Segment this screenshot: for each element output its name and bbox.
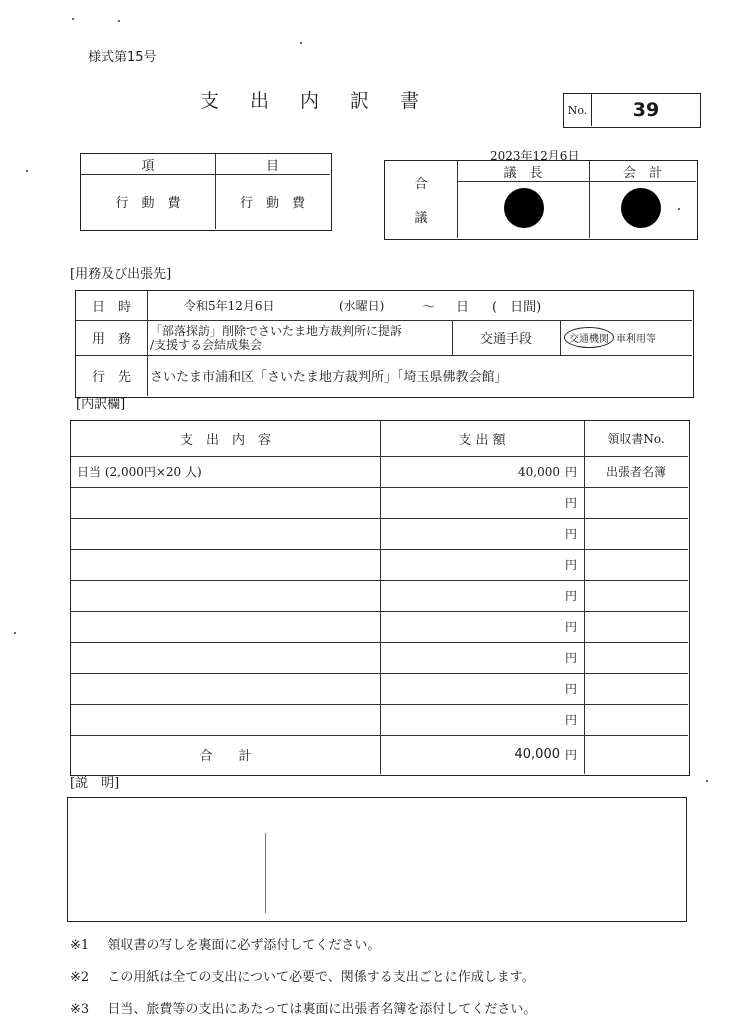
header-amount: 支 出 額 <box>458 433 506 448</box>
approval-box <box>384 160 698 240</box>
note-1-text: 領収書の写しを裏面に必ず添付してください。 <box>107 938 381 953</box>
approval-label-bottom: 議 <box>414 210 428 226</box>
accounting-seal <box>621 188 661 228</box>
explanation-section-label: [説 明] <box>70 776 120 791</box>
form-number: 様式第15号 <box>88 50 157 65</box>
transport-circled: 交通機関 <box>564 327 614 348</box>
purpose-label: 用 務 <box>91 332 131 347</box>
row-yen: 円 <box>564 558 577 572</box>
breakdown-section-label: [内訳欄] <box>76 397 126 412</box>
weekday: (水曜日) <box>339 299 385 313</box>
explanation-box <box>67 797 687 922</box>
total-yen: 円 <box>564 748 577 762</box>
row-yen: 円 <box>564 527 577 541</box>
header-receipt: 領収書No. <box>607 432 665 446</box>
row-amount: 40,000 <box>518 464 560 479</box>
chair-seal <box>504 188 544 228</box>
business-section-label: [用務及び出張先] <box>70 267 172 282</box>
note-2-mark: ※2 <box>70 970 90 985</box>
transport-options <box>564 320 656 355</box>
no-label: No. <box>564 94 592 126</box>
row-receipt: 出張者名簿 <box>605 465 666 479</box>
range-separator: ～ <box>422 300 436 315</box>
transport-label: 交通手段 <box>479 332 532 347</box>
scan-speck <box>72 18 74 20</box>
note-3 <box>70 998 536 1017</box>
destination-label: 行 先 <box>91 370 131 385</box>
document-number-box <box>563 93 701 128</box>
category-header-item: 項 <box>141 158 155 174</box>
document-date: 2023年12月6日 <box>490 149 580 163</box>
row-yen: 円 <box>564 682 577 696</box>
row-yen: 円 <box>564 620 577 634</box>
note-3-text: 日当、旅費等の支出にあたっては裏面に出張者名簿を添付してください。 <box>107 1002 537 1017</box>
destination-value: さいたま市浦和区「さいたま地方裁判所」「埼玉県佛教会館」 <box>150 370 508 385</box>
scan-speck <box>678 208 680 210</box>
total-label: 合 計 <box>199 749 252 764</box>
scan-speck <box>706 780 708 782</box>
approval-label-top: 合 <box>414 176 428 192</box>
scan-speck <box>14 632 16 634</box>
page-title: 支 出 内 訳 書 <box>200 90 426 112</box>
day-label: 日 <box>456 300 470 315</box>
category-box <box>80 153 332 231</box>
category-header-subitem: 目 <box>265 158 279 174</box>
scan-speck <box>300 42 302 44</box>
date-label: 日 時 <box>91 300 131 315</box>
transport-other: 車利用等 <box>616 334 656 345</box>
period: ( 日間) <box>492 300 542 315</box>
note-3-mark: ※3 <box>70 1002 90 1017</box>
row-yen: 円 <box>564 465 577 479</box>
note-2 <box>70 966 535 985</box>
category-subitem-value: 行 動 費 <box>239 196 305 211</box>
scan-speck <box>118 20 120 22</box>
accounting-label: 会 計 <box>622 165 662 181</box>
category-item-value: 行 動 費 <box>115 196 181 211</box>
row-yen: 円 <box>564 651 577 665</box>
row-content: 日当 (2,000円×20 人) <box>77 465 202 479</box>
note-2-text: この用紙は全ての支出について必要で、関係する支出ごとに作成します。 <box>107 970 535 985</box>
note-1-mark: ※1 <box>70 938 90 953</box>
business-box <box>75 290 694 398</box>
date-value: 令和5年12月6日 <box>184 299 275 313</box>
breakdown-table <box>70 420 690 776</box>
row-yen: 円 <box>564 496 577 510</box>
row-yen: 円 <box>564 589 577 603</box>
header-content: 支 出 内 容 <box>179 433 271 448</box>
note-1 <box>70 934 380 953</box>
row-yen: 円 <box>564 713 577 727</box>
chair-label: 議 長 <box>503 165 543 181</box>
scan-speck <box>26 170 28 172</box>
purpose-value: 「部落探訪」削除でさいたま地方裁判所に提訴 /支援する会結成集会 <box>150 324 403 352</box>
total-amount: 40,000 <box>514 747 560 762</box>
document-number: 39 <box>632 99 660 121</box>
